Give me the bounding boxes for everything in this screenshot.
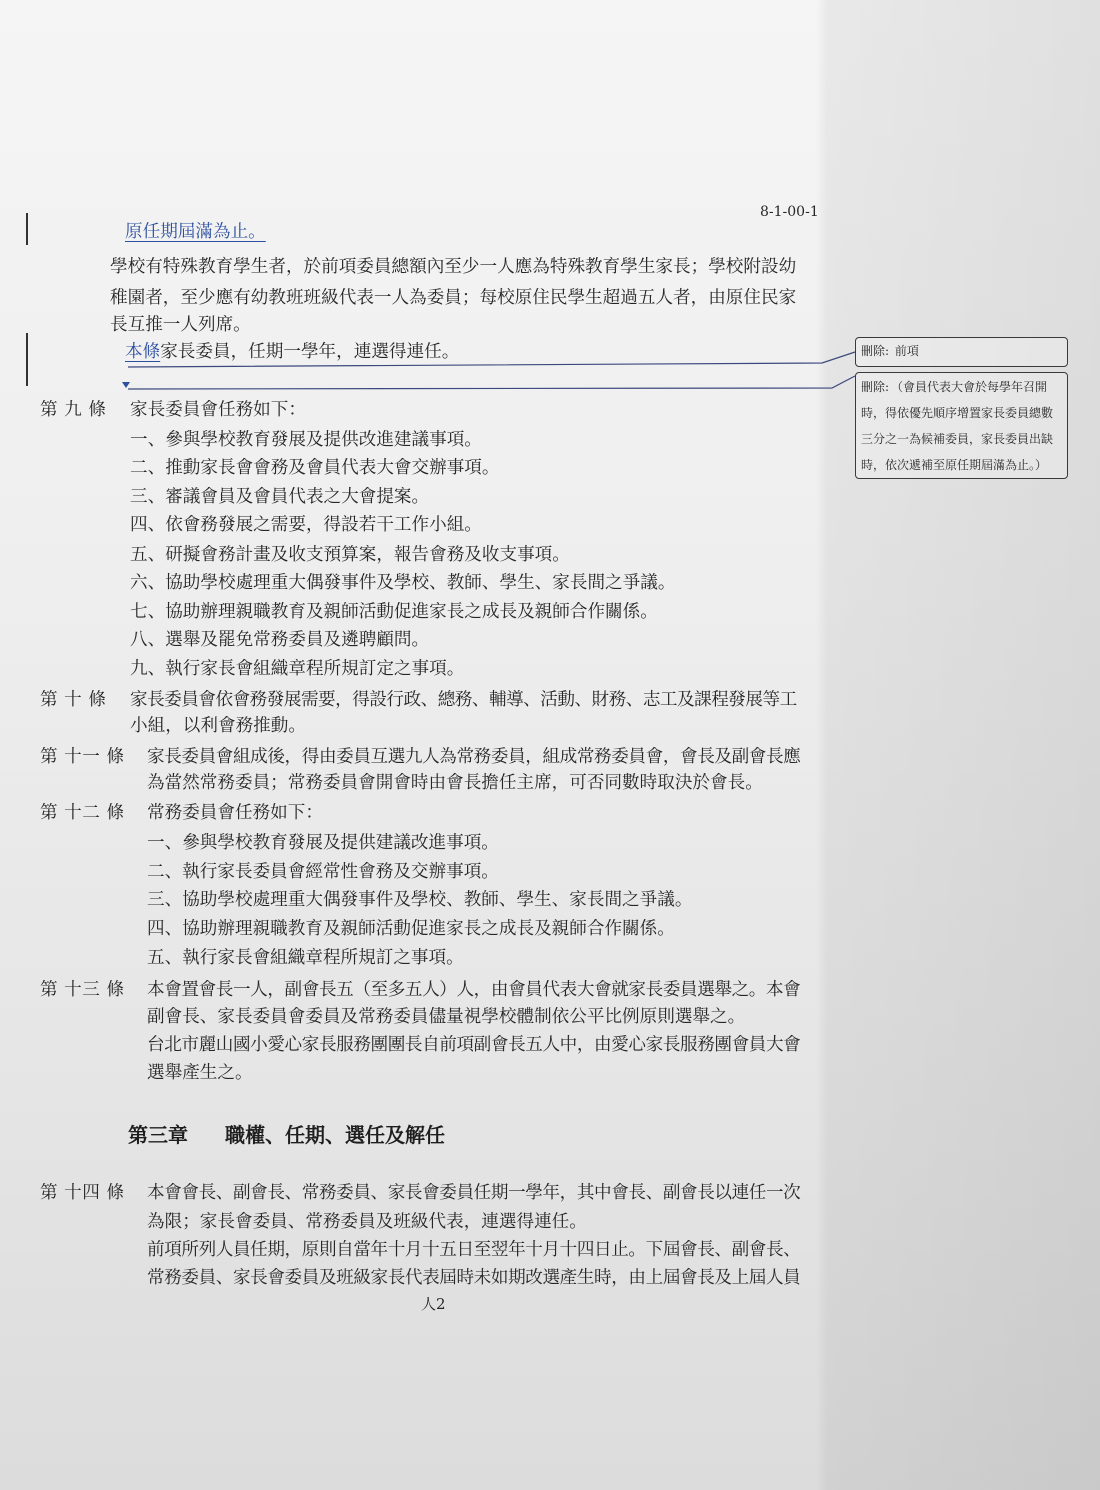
article-text: 為限；家長會委員、常務委員及班級代表，連選得連任。 [147, 1212, 587, 1232]
list-item: 四、依會務發展之需要，得設若干工作小組。 [130, 515, 482, 535]
paragraph-line: 學校有特殊教育學生者，於前項委員總額內至少一人應為特殊教育學生家長；學校附設幼 [110, 257, 797, 277]
comment-label: 刪除: [861, 344, 890, 358]
article-label: 第 九 條 [40, 400, 107, 420]
list-item: 五、研擬會務計畫及收支預算案，報告會務及收支事項。 [130, 545, 570, 565]
article-text: 本會置會長一人，副會長五（至多五人）人，由會員代表大會就家長委員選舉之。本會 [147, 980, 801, 1000]
inserted-text: 原任期屆滿為止。 [125, 222, 266, 242]
list-item: 一、參與學校教育發展及提供改進建議事項。 [130, 430, 482, 450]
article-label: 第 十四 條 [40, 1183, 125, 1203]
comment-label: 刪除: [861, 380, 890, 394]
article-text: 選舉產生之。 [147, 1063, 253, 1083]
document-code: 8-1-00-1 [760, 204, 819, 220]
article-text: 家長委員會任務如下： [130, 400, 306, 420]
comment-text-line: （會員代表大會於每學年召開 [891, 380, 1048, 394]
list-item: 三、協助學校處理重大偶發事件及學校、教師、學生、家長間之爭議。 [147, 890, 693, 910]
list-item: 四、協助辦理親職教育及親師活動促進家長之成長及親師合作關係。 [147, 919, 675, 939]
article-label: 第 十 條 [40, 690, 107, 710]
list-item: 三、審議會員及會員代表之大會提案。 [130, 487, 430, 507]
article-text: 小組，以利會務推動。 [130, 716, 306, 736]
article-text: 常務委員、家長會委員及班級家長代表屆時未如期改選產生時，由上屆會長及上屆人員 [147, 1268, 801, 1288]
list-item: 七、協助辦理親職教育及親師活動促進家長之成長及親師合作關係。 [130, 602, 658, 622]
comment-first-line [861, 374, 1062, 400]
article-label: 第 十二 條 [40, 803, 125, 823]
paragraph-line: 長互推一人列席。 [110, 315, 251, 335]
article-text: 副會長、家長委員會委員及常務委員儘量視學校體制依公平比例原則選舉之。 [147, 1007, 746, 1027]
article-text: 家長委員會組成後，得由委員互選九人為常務委員，組成常務委員會，會長及副會長應 [147, 747, 801, 767]
term-line [125, 343, 459, 361]
article-text: 常務委員會任務如下： [147, 803, 323, 823]
article-text: 為當然常務委員；常務委員會開會時由會長擔任主席，可否同數時取決於會長。 [147, 773, 763, 793]
chapter-number: 第三章 [128, 1123, 188, 1147]
article-label: 第 十三 條 [40, 980, 125, 1000]
article-text: 家長委員會依會務發展需要，得設行政、總務、輔導、活動、財務、志工及課程發展等工 [130, 690, 797, 710]
chapter-title: 職權、任期、選任及解任 [225, 1123, 445, 1147]
page-number: 人2 [421, 1295, 446, 1313]
comment-connector-line [128, 376, 855, 389]
article-label: 第 十一 條 [40, 747, 125, 767]
list-item: 二、執行家長委員會經常性會務及交辦事項。 [147, 862, 499, 882]
list-item: 一、參與學校教育發展及提供建議改進事項。 [147, 833, 499, 853]
article-text: 前項所列人員任期，原則自當年十月十五日至翌年十月十四日止。下屆會長、副會長、 [147, 1240, 801, 1260]
inserted-text: 本條 [125, 342, 161, 362]
list-item: 二、推動家長會會務及會員代表大會交辦事項。 [130, 458, 500, 478]
term-text: 家長委員，任期一學年，連選得連任。 [160, 342, 460, 362]
deletion-marker-icon [122, 382, 130, 388]
comment-text-line: 三分之一為候補委員，家長委員出缺 [861, 432, 1054, 446]
comment-balloon-deleted-phrase [855, 337, 1068, 367]
comment-text-line: 時，依次遞補至原任期屆滿為止。） [861, 458, 1048, 472]
paragraph-line: 稚園者，至少應有幼教班班級代表一人為委員；每校原住民學生超過五人者，由原住民家 [110, 288, 797, 308]
list-item: 九、執行家長會組織章程所規訂定之事項。 [130, 659, 465, 679]
list-item: 五、執行家長會組織章程所規訂之事項。 [147, 948, 464, 968]
comment-balloon-deleted-clause [855, 372, 1068, 479]
comment-text-line: 時，得依優先順序增置家長委員總數 [861, 406, 1054, 420]
article-text: 台北市麗山國小愛心家長服務團團長自前項副會長五人中，由愛心家長服務團會員大會 [147, 1035, 801, 1055]
list-item: 八、選舉及罷免常務委員及遴聘顧問。 [130, 630, 430, 650]
comment-text: 前項 [894, 344, 919, 358]
list-item: 六、協助學校處理重大偶發事件及學校、教師、學生、家長間之爭議。 [130, 573, 676, 593]
article-text: 本會會長、副會長、常務委員、家長會委員任期一學年，其中會長、副會長以連任一次 [147, 1183, 801, 1203]
